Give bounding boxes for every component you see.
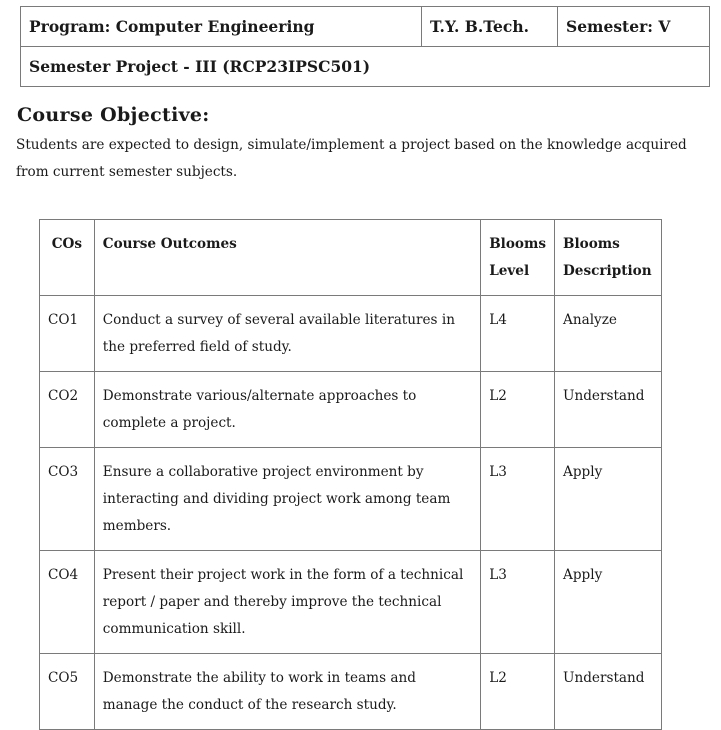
objective-text: Students are expected to design, simulate/implement a project based on the knowledge acquired from current semester subjects.	[16, 137, 687, 180]
table-row	[40, 372, 662, 448]
col-header-co: COs	[40, 220, 95, 296]
co-outcome: Present their project work in the form of a technical report / paper and thereby improve the technical communication skill.	[94, 551, 480, 654]
table-row	[40, 448, 662, 551]
co-description: Understand	[555, 372, 662, 448]
col-header-level	[481, 220, 555, 296]
col-header-level-line1: Blooms	[489, 236, 547, 252]
co-id: CO2	[40, 372, 95, 448]
course-outcomes-table	[39, 219, 662, 730]
co-description: Analyze	[555, 296, 662, 372]
table-row	[40, 654, 662, 730]
co-description: Apply	[555, 551, 662, 654]
objective-heading: Course Objective:	[17, 104, 210, 126]
year-cell: T.Y. B.Tech.	[422, 7, 558, 47]
co-id: CO4	[40, 551, 95, 654]
header-row	[21, 7, 710, 47]
col-header-outcome: Course Outcomes	[94, 220, 480, 296]
program-cell: Program: Computer Engineering	[21, 7, 422, 47]
semester-cell: Semester: V	[558, 7, 710, 47]
col-header-description	[555, 220, 662, 296]
col-header-desc-line1: Blooms	[563, 236, 620, 252]
col-header-desc-line2: Description	[563, 263, 652, 279]
table-header-row	[40, 220, 662, 296]
co-level: L3	[481, 448, 555, 551]
co-id: CO3	[40, 448, 95, 551]
table-row	[40, 296, 662, 372]
co-level: L4	[481, 296, 555, 372]
co-level: L2	[481, 654, 555, 730]
co-id: CO1	[40, 296, 95, 372]
co-level: L2	[481, 372, 555, 448]
course-header-table	[20, 6, 710, 87]
co-outcome: Conduct a survey of several available literatures in the preferred field of study.	[94, 296, 480, 372]
table-row	[40, 551, 662, 654]
course-name-cell: Semester Project - III (RCP23IPSC501)	[21, 47, 710, 87]
co-description: Apply	[555, 448, 662, 551]
co-id: CO5	[40, 654, 95, 730]
co-description: Understand	[555, 654, 662, 730]
co-outcome: Demonstrate various/alternate approaches to complete a project.	[94, 372, 480, 448]
co-level: L3	[481, 551, 555, 654]
header-row	[21, 47, 710, 87]
co-outcome: Ensure a collaborative project environment by interacting and dividing project work among team members.	[94, 448, 480, 551]
col-header-level-line2: Level	[489, 263, 530, 279]
co-outcome: Demonstrate the ability to work in teams and manage the conduct of the research study.	[94, 654, 480, 730]
